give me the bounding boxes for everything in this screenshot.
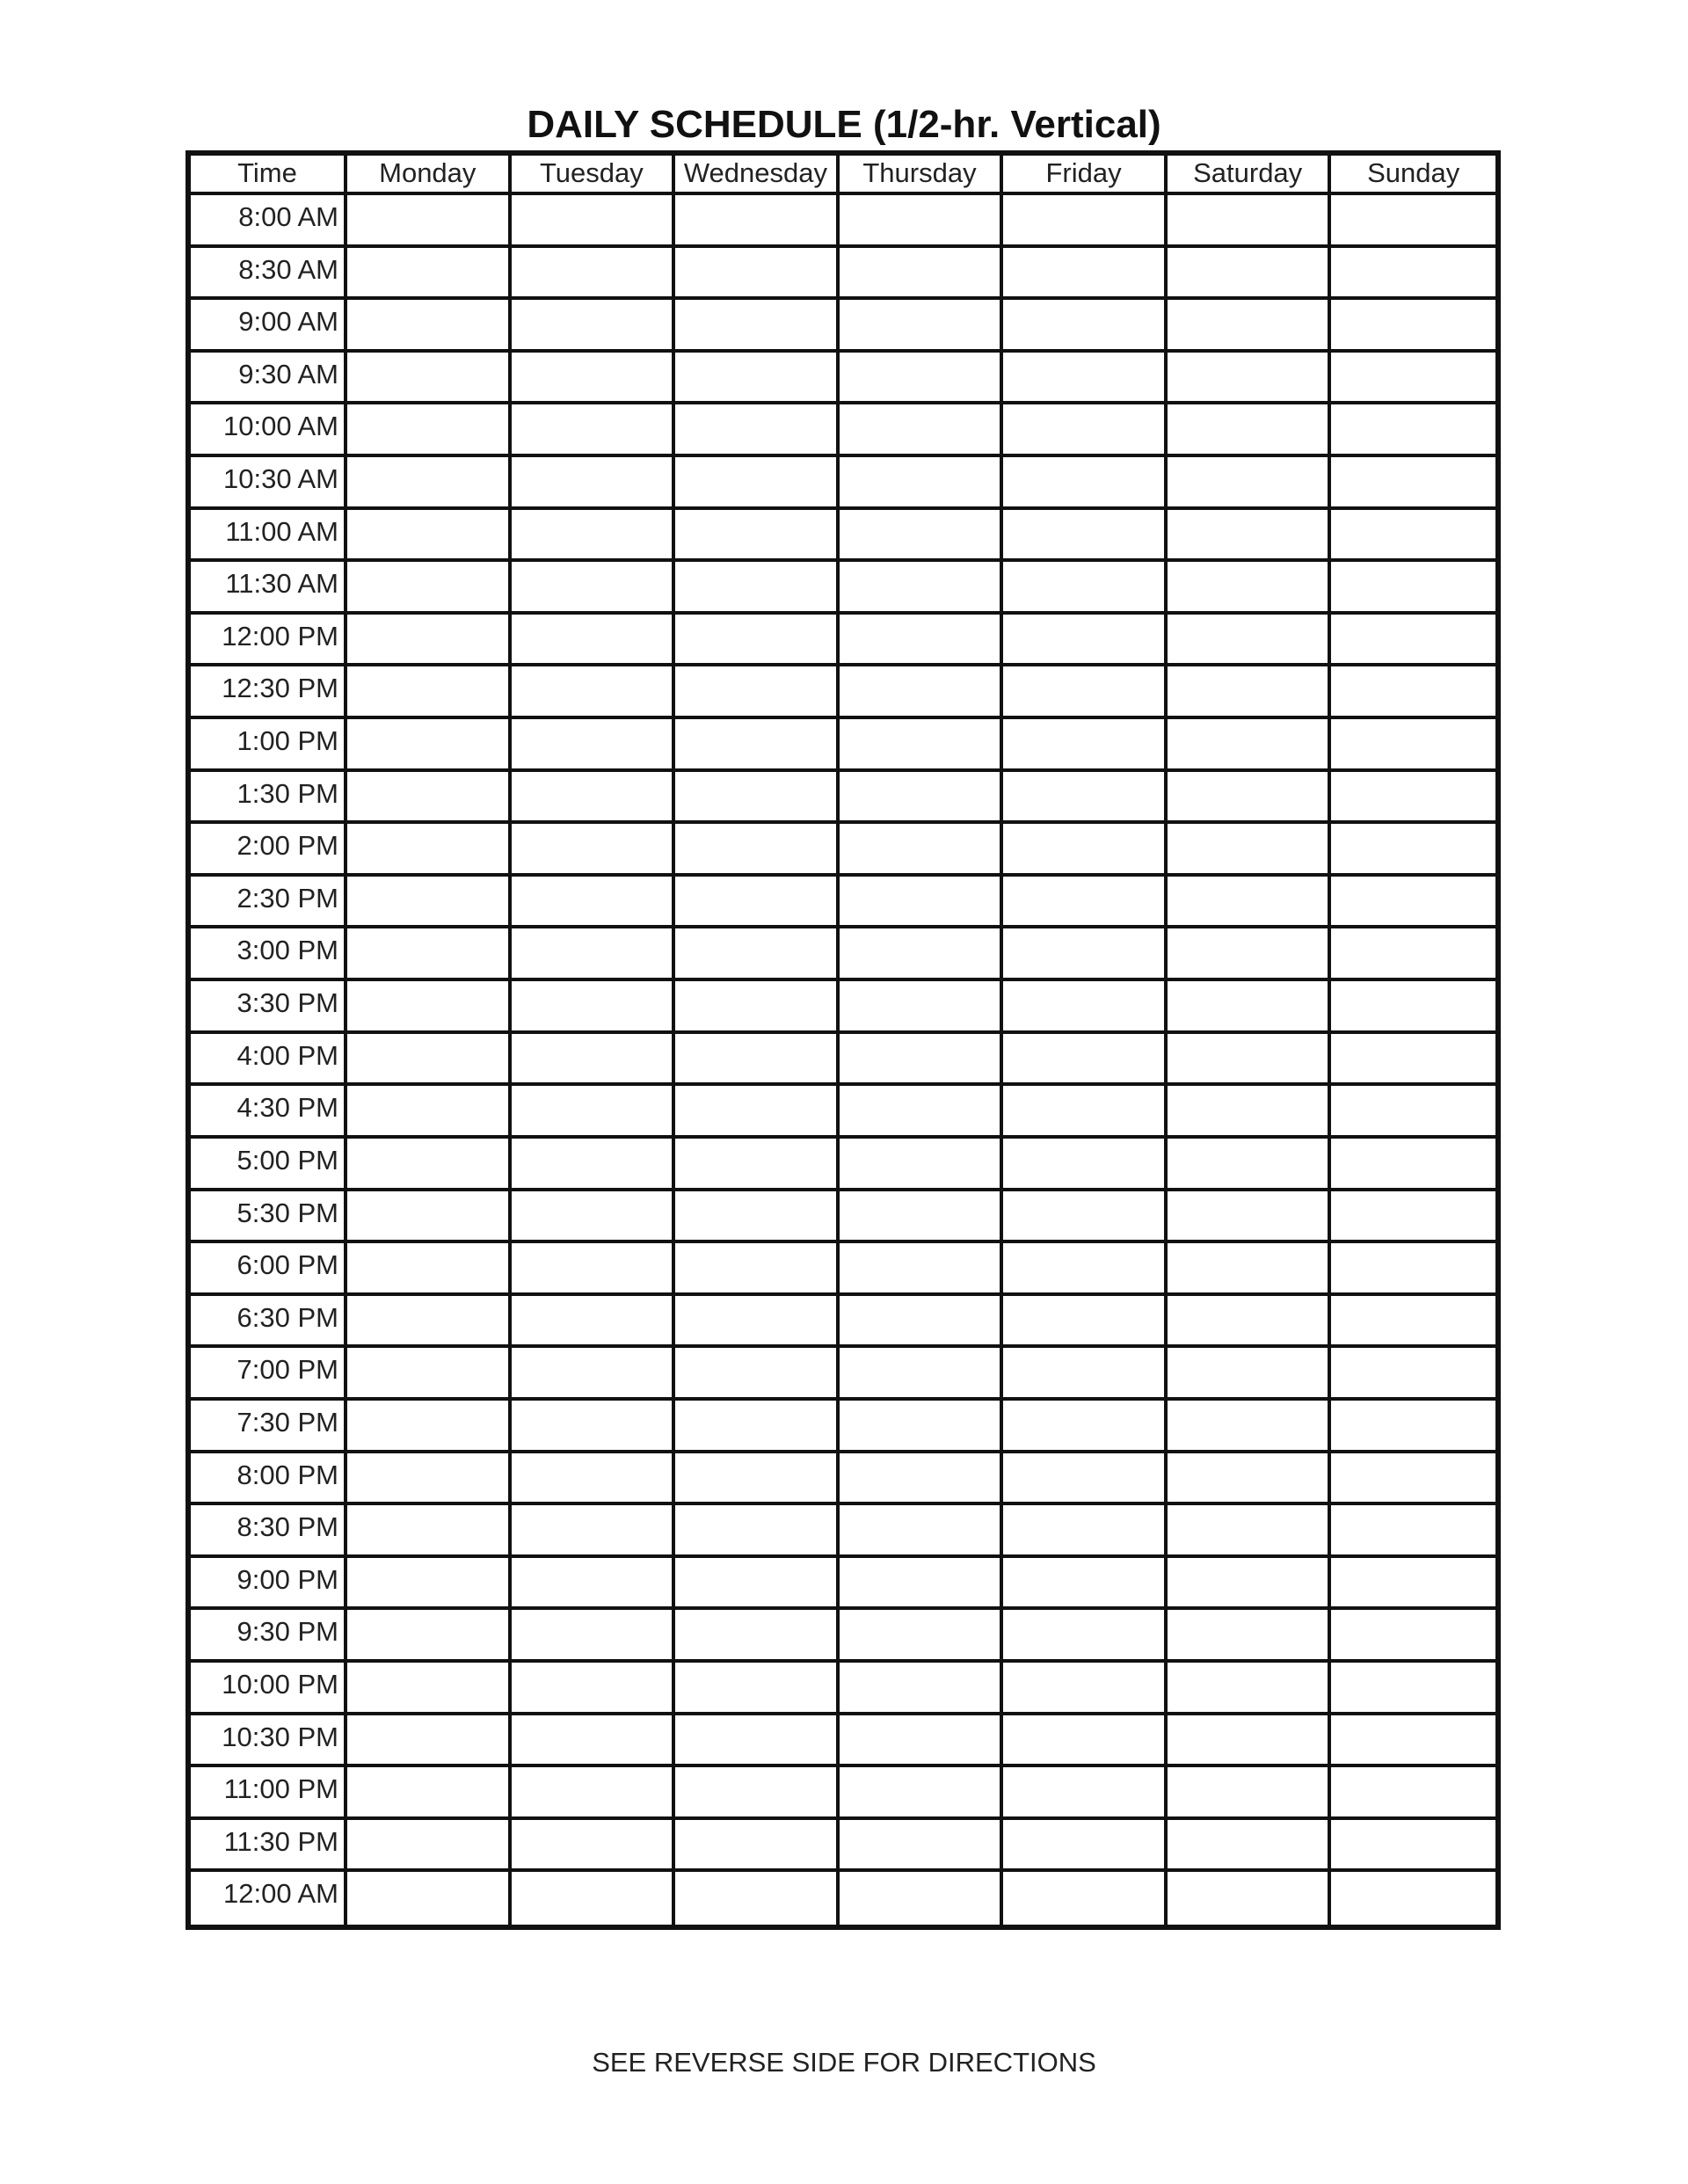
schedule-slot-monday[interactable]	[347, 1296, 512, 1349]
schedule-slot-saturday[interactable]	[1168, 1610, 1332, 1663]
schedule-slot-wednesday[interactable]	[675, 353, 840, 405]
schedule-slot-monday[interactable]	[347, 1767, 512, 1820]
schedule-slot-monday[interactable]	[347, 1191, 512, 1244]
schedule-slot-wednesday[interactable]	[675, 1663, 840, 1715]
schedule-slot-tuesday[interactable]	[512, 719, 676, 772]
schedule-slot-sunday[interactable]	[1331, 1820, 1495, 1873]
time-label: 10:30 AM	[191, 457, 347, 510]
schedule-slot-sunday[interactable]	[1331, 562, 1495, 615]
schedule-slot-saturday[interactable]	[1168, 404, 1332, 457]
schedule-slot-tuesday[interactable]	[512, 1296, 676, 1349]
schedule-slot-tuesday[interactable]	[512, 772, 676, 825]
schedule-slot-thursday[interactable]	[840, 1610, 1004, 1663]
schedule-slot-monday[interactable]	[347, 300, 512, 353]
schedule-slot-monday[interactable]	[347, 1505, 512, 1558]
schedule-slot-tuesday[interactable]	[512, 404, 676, 457]
schedule-slot-sunday[interactable]	[1331, 1034, 1495, 1087]
schedule-slot-thursday[interactable]	[840, 1348, 1004, 1401]
page-title: DAILY SCHEDULE (1/2-hr. Vertical)	[527, 103, 1161, 146]
schedule-slot-wednesday[interactable]	[675, 1191, 840, 1244]
schedule-slot-friday[interactable]	[1003, 1453, 1168, 1506]
schedule-slot-thursday[interactable]	[840, 981, 1004, 1034]
schedule-slot-saturday[interactable]	[1168, 1505, 1332, 1558]
schedule-slot-thursday[interactable]	[840, 457, 1004, 510]
schedule-slot-sunday[interactable]	[1331, 981, 1495, 1034]
schedule-slot-tuesday[interactable]	[512, 1820, 676, 1873]
time-label: 11:30 AM	[191, 562, 347, 615]
time-label: 2:30 PM	[191, 877, 347, 929]
time-label: 8:30 AM	[191, 248, 347, 301]
schedule-slot-sunday[interactable]	[1331, 824, 1495, 877]
schedule-slot-saturday[interactable]	[1168, 1191, 1332, 1244]
time-label: 9:30 AM	[191, 353, 347, 405]
schedule-slot-monday[interactable]	[347, 1558, 512, 1611]
time-label: 12:00 AM	[191, 1872, 347, 1925]
time-label: 5:00 PM	[191, 1139, 347, 1191]
schedule-slot-monday[interactable]	[347, 248, 512, 301]
schedule-slot-saturday[interactable]	[1168, 510, 1332, 563]
schedule-slot-wednesday[interactable]	[675, 1243, 840, 1296]
schedule-slot-saturday[interactable]	[1168, 1663, 1332, 1715]
schedule-slot-friday[interactable]	[1003, 248, 1168, 301]
schedule-slot-wednesday[interactable]	[675, 928, 840, 981]
time-label: 1:30 PM	[191, 772, 347, 825]
schedule-slot-monday[interactable]	[347, 1663, 512, 1715]
schedule-slot-wednesday[interactable]	[675, 1610, 840, 1663]
schedule-slot-thursday[interactable]	[840, 1453, 1004, 1506]
schedule-slot-thursday[interactable]	[840, 719, 1004, 772]
schedule-slot-wednesday[interactable]	[675, 1296, 840, 1349]
time-label: 4:00 PM	[191, 1034, 347, 1087]
schedule-slot-sunday[interactable]	[1331, 1453, 1495, 1506]
schedule-slot-wednesday[interactable]	[675, 1715, 840, 1768]
footer-note: SEE REVERSE SIDE FOR DIRECTIONS	[592, 2047, 1096, 2078]
schedule-slot-saturday[interactable]	[1168, 772, 1332, 825]
column-header-sunday: Sunday	[1331, 156, 1495, 195]
schedule-slot-friday[interactable]	[1003, 824, 1168, 877]
schedule-slot-sunday[interactable]	[1331, 719, 1495, 772]
schedule-slot-sunday[interactable]	[1331, 1610, 1495, 1663]
schedule-slot-thursday[interactable]	[840, 615, 1004, 667]
schedule-slot-tuesday[interactable]	[512, 928, 676, 981]
schedule-slot-wednesday[interactable]	[675, 195, 840, 248]
schedule-slot-sunday[interactable]	[1331, 510, 1495, 563]
schedule-slot-wednesday[interactable]	[675, 1139, 840, 1191]
schedule-slot-wednesday[interactable]	[675, 615, 840, 667]
schedule-slot-saturday[interactable]	[1168, 824, 1332, 877]
schedule-slot-saturday[interactable]	[1168, 1348, 1332, 1401]
schedule-slot-saturday[interactable]	[1168, 1558, 1332, 1611]
time-label: 7:00 PM	[191, 1348, 347, 1401]
schedule-slot-sunday[interactable]	[1331, 1872, 1495, 1925]
schedule-slot-thursday[interactable]	[840, 1872, 1004, 1925]
schedule-slot-sunday[interactable]	[1331, 1139, 1495, 1191]
schedule-slot-saturday[interactable]	[1168, 1139, 1332, 1191]
schedule-slot-wednesday[interactable]	[675, 1820, 840, 1873]
schedule-slot-tuesday[interactable]	[512, 1663, 676, 1715]
schedule-slot-sunday[interactable]	[1331, 1191, 1495, 1244]
time-label: 3:00 PM	[191, 928, 347, 981]
time-label: 11:30 PM	[191, 1820, 347, 1873]
schedule-slot-thursday[interactable]	[840, 1086, 1004, 1139]
schedule-slot-friday[interactable]	[1003, 981, 1168, 1034]
schedule-slot-thursday[interactable]	[840, 1820, 1004, 1873]
schedule-slot-sunday[interactable]	[1331, 300, 1495, 353]
schedule-slot-saturday[interactable]	[1168, 300, 1332, 353]
schedule-slot-monday[interactable]	[347, 1086, 512, 1139]
time-label: 10:00 AM	[191, 404, 347, 457]
schedule-slot-friday[interactable]	[1003, 1348, 1168, 1401]
time-label: 9:30 PM	[191, 1610, 347, 1663]
schedule-slot-monday[interactable]	[347, 1243, 512, 1296]
schedule-slot-tuesday[interactable]	[512, 1243, 676, 1296]
schedule-slot-monday[interactable]	[347, 1453, 512, 1506]
schedule-slot-tuesday[interactable]	[512, 1401, 676, 1453]
schedule-slot-thursday[interactable]	[840, 1767, 1004, 1820]
schedule-slot-wednesday[interactable]	[675, 1034, 840, 1087]
column-header-time: Time	[191, 156, 347, 195]
schedule-slot-wednesday[interactable]	[675, 1348, 840, 1401]
time-label: 6:30 PM	[191, 1296, 347, 1349]
schedule-slot-thursday[interactable]	[840, 1663, 1004, 1715]
schedule-slot-tuesday[interactable]	[512, 1139, 676, 1191]
schedule-slot-sunday[interactable]	[1331, 1086, 1495, 1139]
time-label: 1:00 PM	[191, 719, 347, 772]
schedule-slot-thursday[interactable]	[840, 510, 1004, 563]
schedule-slot-tuesday[interactable]	[512, 1610, 676, 1663]
schedule-slot-monday[interactable]	[347, 877, 512, 929]
column-header-wednesday: Wednesday	[675, 156, 840, 195]
time-label: 8:30 PM	[191, 1505, 347, 1558]
time-label: 12:30 PM	[191, 666, 347, 719]
schedule-slot-wednesday[interactable]	[675, 248, 840, 301]
schedule-slot-saturday[interactable]	[1168, 1401, 1332, 1453]
schedule-slot-saturday[interactable]	[1168, 562, 1332, 615]
schedule-slot-friday[interactable]	[1003, 772, 1168, 825]
schedule-slot-thursday[interactable]	[840, 404, 1004, 457]
schedule-slot-monday[interactable]	[347, 353, 512, 405]
schedule-slot-tuesday[interactable]	[512, 1453, 676, 1506]
schedule-slot-friday[interactable]	[1003, 877, 1168, 929]
schedule-slot-wednesday[interactable]	[675, 457, 840, 510]
schedule-slot-sunday[interactable]	[1331, 457, 1495, 510]
schedule-slot-saturday[interactable]	[1168, 1034, 1332, 1087]
schedule-slot-tuesday[interactable]	[512, 353, 676, 405]
schedule-slot-saturday[interactable]	[1168, 1453, 1332, 1506]
schedule-slot-friday[interactable]	[1003, 1663, 1168, 1715]
schedule-slot-thursday[interactable]	[840, 1401, 1004, 1453]
schedule-slot-monday[interactable]	[347, 1348, 512, 1401]
schedule-slot-thursday[interactable]	[840, 928, 1004, 981]
schedule-slot-friday[interactable]	[1003, 404, 1168, 457]
schedule-slot-wednesday[interactable]	[675, 1872, 840, 1925]
schedule-slot-wednesday[interactable]	[675, 562, 840, 615]
column-header-tuesday: Tuesday	[512, 156, 676, 195]
schedule-slot-thursday[interactable]	[840, 1296, 1004, 1349]
schedule-slot-saturday[interactable]	[1168, 457, 1332, 510]
schedule-slot-tuesday[interactable]	[512, 877, 676, 929]
schedule-slot-wednesday[interactable]	[675, 300, 840, 353]
schedule-slot-friday[interactable]	[1003, 300, 1168, 353]
schedule-slot-saturday[interactable]	[1168, 928, 1332, 981]
schedule-slot-saturday[interactable]	[1168, 1767, 1332, 1820]
schedule-slot-wednesday[interactable]	[675, 772, 840, 825]
schedule-slot-sunday[interactable]	[1331, 353, 1495, 405]
schedule-slot-monday[interactable]	[347, 928, 512, 981]
schedule-slot-monday[interactable]	[347, 824, 512, 877]
schedule-slot-friday[interactable]	[1003, 510, 1168, 563]
column-header-monday: Monday	[347, 156, 512, 195]
schedule-slot-saturday[interactable]	[1168, 1086, 1332, 1139]
schedule-slot-tuesday[interactable]	[512, 1505, 676, 1558]
schedule-slot-tuesday[interactable]	[512, 457, 676, 510]
schedule-slot-wednesday[interactable]	[675, 1767, 840, 1820]
schedule-slot-sunday[interactable]	[1331, 1296, 1495, 1349]
schedule-slot-saturday[interactable]	[1168, 719, 1332, 772]
schedule-slot-saturday[interactable]	[1168, 195, 1332, 248]
schedule-slot-tuesday[interactable]	[512, 1034, 676, 1087]
time-label: 10:30 PM	[191, 1715, 347, 1768]
schedule-slot-thursday[interactable]	[840, 353, 1004, 405]
schedule-slot-monday[interactable]	[347, 1034, 512, 1087]
schedule-slot-friday[interactable]	[1003, 1034, 1168, 1087]
column-header-thursday: Thursday	[840, 156, 1004, 195]
schedule-slot-tuesday[interactable]	[512, 300, 676, 353]
schedule-slot-sunday[interactable]	[1331, 1558, 1495, 1611]
time-label: 8:00 AM	[191, 195, 347, 248]
schedule-slot-saturday[interactable]	[1168, 1872, 1332, 1925]
schedule-slot-saturday[interactable]	[1168, 666, 1332, 719]
schedule-slot-thursday[interactable]	[840, 824, 1004, 877]
schedule-slot-saturday[interactable]	[1168, 1296, 1332, 1349]
schedule-slot-friday[interactable]	[1003, 353, 1168, 405]
schedule-slot-sunday[interactable]	[1331, 1505, 1495, 1558]
schedule-grid	[186, 150, 1501, 1930]
schedule-slot-friday[interactable]	[1003, 615, 1168, 667]
schedule-slot-monday[interactable]	[347, 1139, 512, 1191]
time-label: 10:00 PM	[191, 1663, 347, 1715]
schedule-slot-friday[interactable]	[1003, 1243, 1168, 1296]
schedule-slot-saturday[interactable]	[1168, 1820, 1332, 1873]
schedule-slot-tuesday[interactable]	[512, 1872, 676, 1925]
schedule-slot-thursday[interactable]	[840, 195, 1004, 248]
schedule-slot-thursday[interactable]	[840, 1191, 1004, 1244]
schedule-slot-friday[interactable]	[1003, 1610, 1168, 1663]
schedule-slot-friday[interactable]	[1003, 1767, 1168, 1820]
time-label: 6:00 PM	[191, 1243, 347, 1296]
schedule-slot-monday[interactable]	[347, 666, 512, 719]
time-label: 9:00 PM	[191, 1558, 347, 1611]
schedule-slot-wednesday[interactable]	[675, 1453, 840, 1506]
schedule-slot-thursday[interactable]	[840, 1558, 1004, 1611]
schedule-slot-tuesday[interactable]	[512, 824, 676, 877]
time-label: 5:30 PM	[191, 1191, 347, 1244]
schedule-slot-friday[interactable]	[1003, 562, 1168, 615]
schedule-slot-sunday[interactable]	[1331, 248, 1495, 301]
schedule-slot-thursday[interactable]	[840, 772, 1004, 825]
schedule-slot-sunday[interactable]	[1331, 928, 1495, 981]
schedule-slot-tuesday[interactable]	[512, 562, 676, 615]
schedule-slot-tuesday[interactable]	[512, 1767, 676, 1820]
schedule-slot-saturday[interactable]	[1168, 1243, 1332, 1296]
schedule-slot-sunday[interactable]	[1331, 615, 1495, 667]
time-label: 12:00 PM	[191, 615, 347, 667]
schedule-slot-friday[interactable]	[1003, 195, 1168, 248]
schedule-slot-monday[interactable]	[347, 1610, 512, 1663]
schedule-slot-tuesday[interactable]	[512, 1191, 676, 1244]
schedule-slot-thursday[interactable]	[840, 300, 1004, 353]
schedule-slot-friday[interactable]	[1003, 1505, 1168, 1558]
schedule-slot-friday[interactable]	[1003, 928, 1168, 981]
schedule-slot-thursday[interactable]	[840, 248, 1004, 301]
schedule-slot-sunday[interactable]	[1331, 772, 1495, 825]
schedule-slot-monday[interactable]	[347, 1401, 512, 1453]
schedule-slot-wednesday[interactable]	[675, 1086, 840, 1139]
column-header-saturday: Saturday	[1168, 156, 1332, 195]
schedule-slot-sunday[interactable]	[1331, 666, 1495, 719]
schedule-slot-tuesday[interactable]	[512, 1715, 676, 1768]
schedule-slot-tuesday[interactable]	[512, 1558, 676, 1611]
schedule-slot-tuesday[interactable]	[512, 1348, 676, 1401]
schedule-slot-sunday[interactable]	[1331, 877, 1495, 929]
time-label: 3:30 PM	[191, 981, 347, 1034]
schedule-slot-monday[interactable]	[347, 772, 512, 825]
schedule-slot-tuesday[interactable]	[512, 1086, 676, 1139]
schedule-slot-thursday[interactable]	[840, 1139, 1004, 1191]
schedule-slot-sunday[interactable]	[1331, 1401, 1495, 1453]
schedule-slot-friday[interactable]	[1003, 719, 1168, 772]
schedule-slot-wednesday[interactable]	[675, 1401, 840, 1453]
schedule-slot-monday[interactable]	[347, 510, 512, 563]
schedule-slot-monday[interactable]	[347, 1872, 512, 1925]
schedule-slot-sunday[interactable]	[1331, 1767, 1495, 1820]
schedule-slot-tuesday[interactable]	[512, 666, 676, 719]
schedule-slot-thursday[interactable]	[840, 1243, 1004, 1296]
schedule-slot-saturday[interactable]	[1168, 353, 1332, 405]
schedule-slot-thursday[interactable]	[840, 1034, 1004, 1087]
schedule-slot-tuesday[interactable]	[512, 981, 676, 1034]
schedule-slot-monday[interactable]	[347, 719, 512, 772]
schedule-slot-sunday[interactable]	[1331, 404, 1495, 457]
schedule-slot-friday[interactable]	[1003, 1191, 1168, 1244]
time-label: 2:00 PM	[191, 824, 347, 877]
schedule-slot-thursday[interactable]	[840, 1505, 1004, 1558]
schedule-slot-tuesday[interactable]	[512, 615, 676, 667]
schedule-slot-friday[interactable]	[1003, 1715, 1168, 1768]
schedule-slot-monday[interactable]	[347, 1715, 512, 1768]
schedule-slot-wednesday[interactable]	[675, 1505, 840, 1558]
schedule-slot-monday[interactable]	[347, 195, 512, 248]
schedule-slot-thursday[interactable]	[840, 877, 1004, 929]
time-label: 7:30 PM	[191, 1401, 347, 1453]
time-label: 9:00 AM	[191, 300, 347, 353]
schedule-slot-saturday[interactable]	[1168, 248, 1332, 301]
schedule-slot-sunday[interactable]	[1331, 1663, 1495, 1715]
schedule-slot-friday[interactable]	[1003, 1086, 1168, 1139]
schedule-slot-friday[interactable]	[1003, 1139, 1168, 1191]
schedule-slot-tuesday[interactable]	[512, 510, 676, 563]
time-label: 8:00 PM	[191, 1453, 347, 1506]
column-header-friday: Friday	[1003, 156, 1168, 195]
schedule-slot-monday[interactable]	[347, 615, 512, 667]
schedule-slot-saturday[interactable]	[1168, 615, 1332, 667]
schedule-slot-wednesday[interactable]	[675, 510, 840, 563]
schedule-slot-monday[interactable]	[347, 404, 512, 457]
schedule-slot-sunday[interactable]	[1331, 195, 1495, 248]
schedule-slot-tuesday[interactable]	[512, 195, 676, 248]
schedule-slot-tuesday[interactable]	[512, 248, 676, 301]
schedule-slot-sunday[interactable]	[1331, 1715, 1495, 1768]
schedule-slot-friday[interactable]	[1003, 1558, 1168, 1611]
schedule-slot-wednesday[interactable]	[675, 404, 840, 457]
schedule-slot-thursday[interactable]	[840, 562, 1004, 615]
schedule-slot-saturday[interactable]	[1168, 877, 1332, 929]
schedule-slot-friday[interactable]	[1003, 666, 1168, 719]
schedule-slot-friday[interactable]	[1003, 1820, 1168, 1873]
schedule-slot-friday[interactable]	[1003, 457, 1168, 510]
schedule-slot-wednesday[interactable]	[675, 1558, 840, 1611]
schedule-slot-friday[interactable]	[1003, 1401, 1168, 1453]
time-label: 11:00 AM	[191, 510, 347, 563]
schedule-slot-monday[interactable]	[347, 1820, 512, 1873]
schedule-slot-wednesday[interactable]	[675, 824, 840, 877]
time-label: 4:30 PM	[191, 1086, 347, 1139]
schedule-slot-monday[interactable]	[347, 457, 512, 510]
schedule-slot-sunday[interactable]	[1331, 1348, 1495, 1401]
time-label: 11:00 PM	[191, 1767, 347, 1820]
schedule-slot-saturday[interactable]	[1168, 981, 1332, 1034]
schedule-slot-friday[interactable]	[1003, 1872, 1168, 1925]
schedule-slot-thursday[interactable]	[840, 666, 1004, 719]
schedule-slot-thursday[interactable]	[840, 1715, 1004, 1768]
schedule-slot-wednesday[interactable]	[675, 666, 840, 719]
schedule-slot-saturday[interactable]	[1168, 1715, 1332, 1768]
schedule-slot-wednesday[interactable]	[675, 877, 840, 929]
schedule-slot-monday[interactable]	[347, 562, 512, 615]
schedule-slot-monday[interactable]	[347, 981, 512, 1034]
schedule-slot-wednesday[interactable]	[675, 981, 840, 1034]
schedule-slot-sunday[interactable]	[1331, 1243, 1495, 1296]
schedule-slot-friday[interactable]	[1003, 1296, 1168, 1349]
schedule-slot-wednesday[interactable]	[675, 719, 840, 772]
